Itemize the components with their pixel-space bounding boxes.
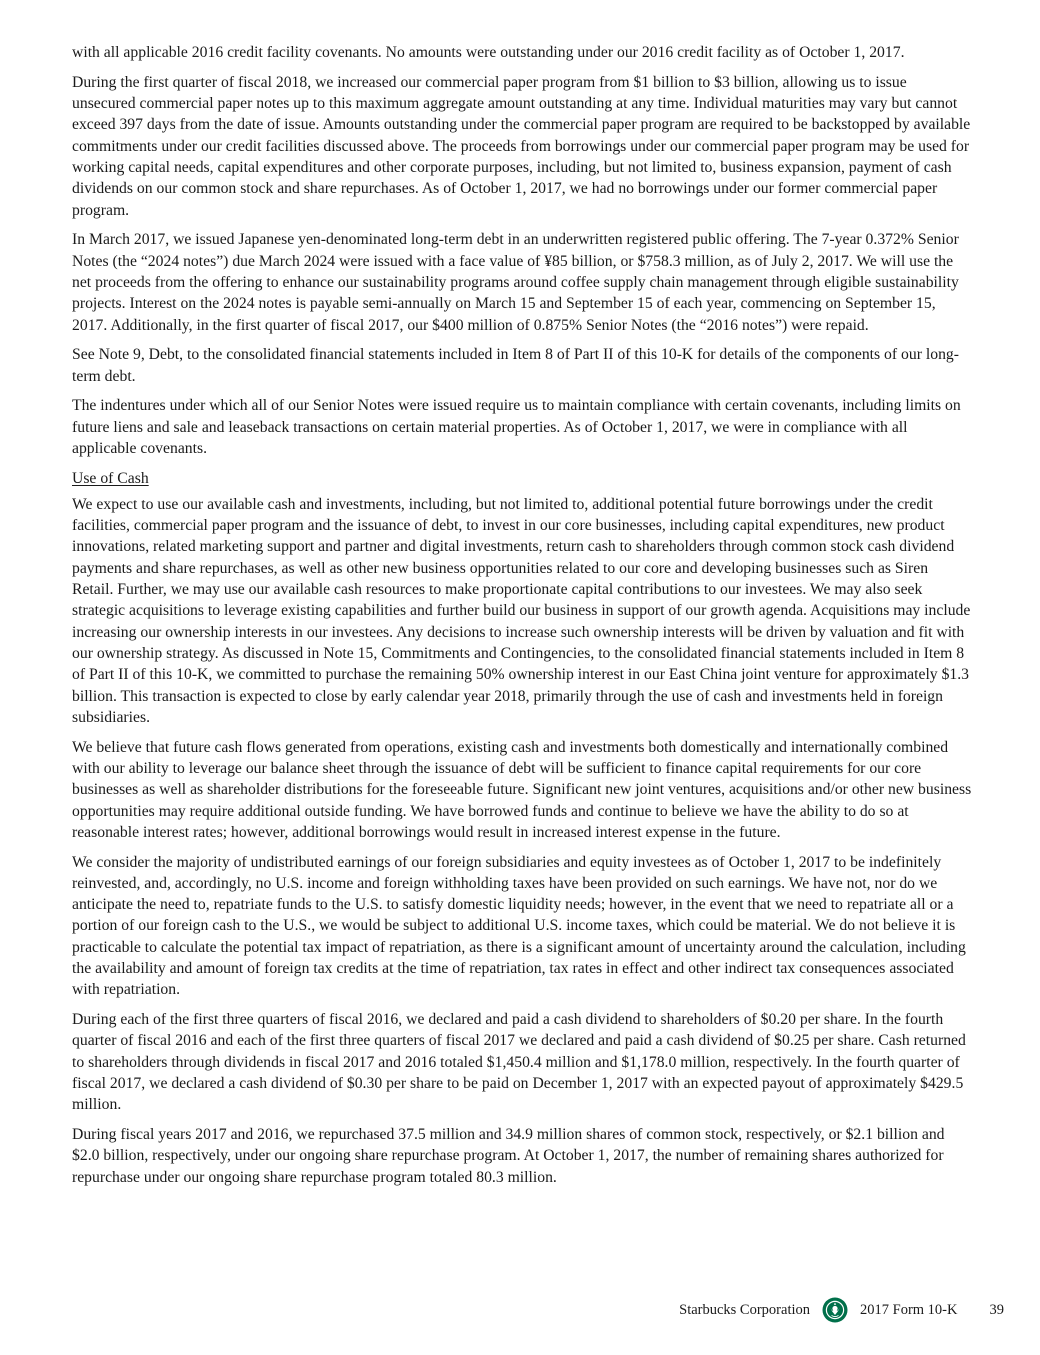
section-heading-use-of-cash: Use of Cash [72,469,149,487]
footer-form-label: 2017 Form 10-K [860,1301,958,1318]
paragraph-indentures: The indentures under which all of our Senior Notes were issued require us to maintain compliance with certain covenants, including limits on future liens and sale and leaseback transactions on certain material properties. As of October 1, 2017, we were in compliance with all applicable covenants. [72,397,961,458]
paragraph-note-9-reference: See Note 9, Debt, to the consolidated financial statements included in Item 8 of Part II of this 10-K for details of the components of our long-term debt. [72,346,959,385]
page-footer [679,1295,1004,1325]
document-page [72,42,972,1197]
paragraph-yen-notes: In March 2017, we issued Japanese yen-denominated long-term debt in an underwritten registered public offering. The 7-year 0.372% Senior Notes (the “2024 notes”) due March 2024 were issued with a face value of ¥85 billion, or $758.3 million, as of July 2, 2017. We will use the net proceeds from the offering to enhance our sustainability programs around coffee supply chain management through eligible sustainability projects. Interest on the 2024 notes is payable semi-annually on March 15 and September 15 of each year, commencing on September 15, 2017. Additionally, in the first quarter of fiscal 2017, our $400 million of 0.875% Senior Notes (the “2016 notes”) were repaid. [72,231,959,334]
starbucks-logo-icon [822,1297,848,1323]
paragraph-dividends: During each of the first three quarters of fiscal 2016, we declared and paid a cash dividend to shareholders of $0.20 per share. In the fourth quarter of fiscal 2016 and each of the first three quarters of fiscal 2017 we declared and paid a cash dividend of $0.25 per share. Cash returned to shareholders through dividends in fiscal 2017 and 2016 totaled $1,450.4 million and $1,178.0 million, respectively. In the fourth quarter of fiscal 2017, we declared a cash dividend of $0.30 per share to be paid on December 1, 2017 with an expected payout of approximately $429.5 million. [72,1011,966,1114]
paragraph-commercial-paper: During the first quarter of fiscal 2018, we increased our commercial paper program from $1 billion to $3 billion, allowing us to issue unsecured commercial paper notes up to this maximum aggregate amount outstanding at any time. Individual maturities may vary but cannot exceed 397 days from the date of issue. Amounts outstanding under the commercial paper program are required to be backstopped by available commitments under our credit facilities discussed above. The proceeds from borrowings under our commercial paper program may be used for working capital needs, capital expenditures and other corporate purposes, including, but not limited to, business expansion, payment of cash dividends on our common stock and share repurchases. As of October 1, 2017, we had no borrowings under our former commercial paper program. [72,73,971,219]
paragraph-share-repurchases: During fiscal years 2017 and 2016, we repurchased 37.5 million and 34.9 million shares of common stock, respectively, or $2.1 billion and $2.0 billion, respectively, under our ongoing share repurchase program. At October 1, 2017, the number of remaining shares authorized for repurchase under our ongoing share repurchase program totaled 80.3 million. [72,1126,945,1186]
paragraph-foreign-earnings: We consider the majority of undistributed earnings of our foreign subsidiaries and equity investees as of October 1, 2017 to be indefinitely reinvested, and, accordingly, no U.S. income and foreign withholding taxes have been provided on such earnings. We have not, nor do we anticipate the need to, repatriate funds to the U.S. to satisfy domestic liquidity needs; however, in the event that we need to repatriate all or a portion of our foreign cash to the U.S., we would be subject to additional U.S. income taxes, which could be material. We do not believe it is practicable to calculate the potential tax impact of repatriation, as there is a significant amount of uncertainty around the calculation, including the availability and amount of foreign tax credits at the time of repatriation, tax rates in effect and other indirect tax consequences associated with repatriation. [72,853,966,999]
paragraph-use-of-cash: We expect to use our available cash and investments, including, but not limited to, additional potential future borrowings under the credit facilities, commercial paper program and the issuance of debt, to invest in our core businesses, including capital expenditures, new product innovations, related marketing support and partner and digital investments, return cash to shareholders through common stock cash dividend payments and share repurchases, as well as other new business opportunities related to our core and developing businesses such as Siren Retail. Further, we may use our available cash resources to make proportionate capital contributions to our investees. We may also seek strategic acquisitions to leverage existing capabilities and further build our business in support of our growth agenda. Acquisitions may include increasing our ownership interests in our investees. Any decisions to increase such ownership interests will be driven by valuation and fit with our ownership strategy. As discussed in Note 15, Commitments and Contingencies, to the consolidated financial statements included in Item 8 of Part II of this 10-K, we committed to purchase the remaining 50% ownership interest in our East China joint venture for approximately $1.3 billion. This transaction is expected to close by early calendar year 2018, primarily through the use of cash and investments held in foreign subsidiaries. [72,495,971,726]
paragraph-future-cash-flows: We believe that future cash flows generated from operations, existing cash and investments both domestically and internationally combined with our ability to leverage our balance sheet through the issuance of debt will be sufficient to finance capital requirements for our core businesses as well as shareholder distributions for the foreseeable future. Significant new joint ventures, acquisitions and/or other new business opportunities may require additional outside funding. We have borrowed funds and continue to believe we have the ability to do so at reasonable interest rates; however, additional borrowings would result in increased interest expense in the future. [72,738,972,841]
paragraph-credit-facility-covenants: with all applicable 2016 credit facility covenants. No amounts were outstanding under our 2016 credit facility as of October 1, 2017. [72,44,905,61]
footer-company-name: Starbucks Corporation [679,1301,811,1318]
page-number: 39 [989,1301,1004,1318]
